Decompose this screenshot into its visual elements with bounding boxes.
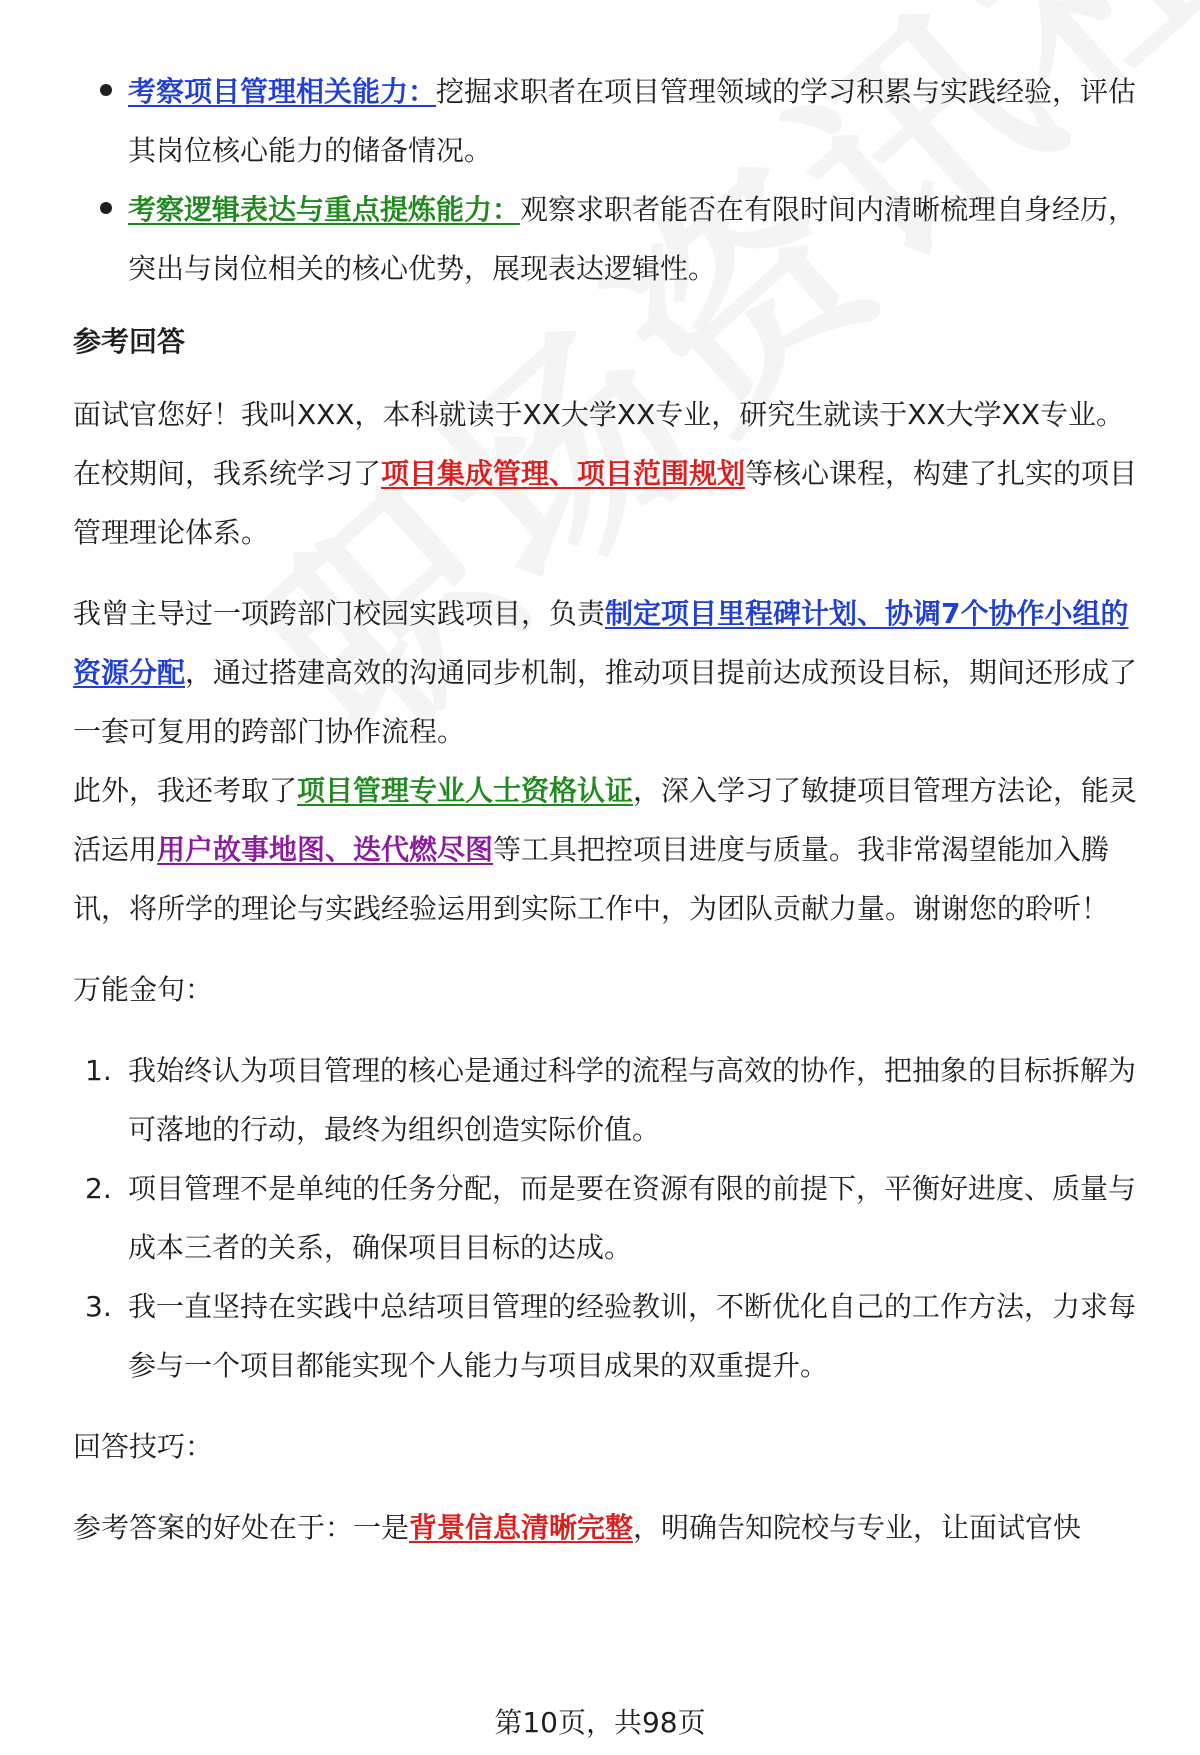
answer-text: 此外，我还考取了 xyxy=(73,774,298,807)
page-content xyxy=(73,62,1148,1557)
bullet-item-logic-ability xyxy=(73,180,1148,298)
bullet-highlight: 考察项目管理相关能力： xyxy=(128,75,437,108)
assessment-bullet-list xyxy=(73,62,1148,298)
answer-text: ，通过搭建高效的沟通同步机制，推动项目提前达成预设目标，期间还形成了一套可复用的跨部门协作流程。 xyxy=(73,656,1138,748)
answer-text: ，深入学习了敏捷项目管理方法论，能灵活运用 xyxy=(73,774,1138,866)
reference-answer-heading: 参考回答 xyxy=(73,325,186,358)
answer-text: 等工具把控项目进度与质量。我非常渴望能加入腾讯，将所学的理论与实践经验运用到实际工作中，为团队贡献力量。谢谢您的聆听！ xyxy=(73,833,1110,925)
tips-text: ，明确告知院校与专业，让面试官快 xyxy=(633,1511,1082,1544)
page-number-footer: 第10页，共98页 xyxy=(494,1706,706,1739)
answer-highlight-milestone: 制定项目里程碑计划、协调7个协作小组的资源分配 xyxy=(73,597,1129,689)
quote-number: 2. xyxy=(85,1172,112,1205)
golden-quote-item xyxy=(73,1159,1148,1277)
bullet-text: 观察求职者能否在有限时间内清晰梳理自身经历，突出与岗位相关的核心优势，展现表达逻辑性。 xyxy=(128,193,1137,285)
bullet-text: 挖掘求职者在项目管理领域的学习积累与实践经验，评估其岗位核心能力的储备情况。 xyxy=(128,75,1137,167)
answer-text: 面试官您好！我叫XXX，本科就读于XX大学XX专业，研究生就读于XX大学XX专业。在校期间，我系统学习了 xyxy=(73,398,1125,490)
quote-number: 3. xyxy=(85,1290,112,1323)
answer-text: 我曾主导过一项跨部门校园实践项目，负责 xyxy=(73,597,606,630)
answer-text: 等核心课程，构建了扎实的项目管理理论体系。 xyxy=(73,457,1138,549)
golden-quotes-heading: 万能金句： xyxy=(73,973,214,1006)
bullet-highlight: 考察逻辑表达与重点提炼能力： xyxy=(128,193,521,226)
tips-text: 参考答案的好处在于：一是 xyxy=(73,1511,410,1544)
answer-paragraph-1 xyxy=(73,385,1148,562)
bullet-item-project-ability xyxy=(73,62,1148,180)
golden-quote-item xyxy=(73,1277,1148,1395)
quote-number: 1. xyxy=(85,1054,112,1087)
quote-text: 项目管理不是单纯的任务分配，而是要在资源有限的前提下，平衡好进度、质量与成本三者的关系，确保项目目标的达成。 xyxy=(128,1172,1137,1264)
answer-tips-heading: 回答技巧： xyxy=(73,1430,214,1463)
golden-quotes-list xyxy=(73,1041,1148,1395)
quote-text: 我一直坚持在实践中总结项目管理的经验教训，不断优化自己的工作方法，力求每参与一个项目都能实现个人能力与项目成果的双重提升。 xyxy=(128,1290,1137,1382)
answer-highlight-courses: 项目集成管理、项目范围规划 xyxy=(381,457,746,490)
answer-highlight-certification: 项目管理专业人士资格认证 xyxy=(297,774,634,807)
quote-text: 我始终认为项目管理的核心是通过科学的流程与高效的协作，把抽象的目标拆解为可落地的行动，最终为组织创造实际价值。 xyxy=(128,1054,1137,1146)
answer-paragraph-3 xyxy=(73,761,1148,938)
answer-highlight-tools: 用户故事地图、迭代燃尽图 xyxy=(157,833,494,866)
tips-highlight: 背景信息清晰完整 xyxy=(409,1511,634,1544)
answer-tips-paragraph xyxy=(73,1498,1148,1557)
answer-paragraph-2 xyxy=(73,584,1148,761)
golden-quote-item xyxy=(73,1041,1148,1159)
